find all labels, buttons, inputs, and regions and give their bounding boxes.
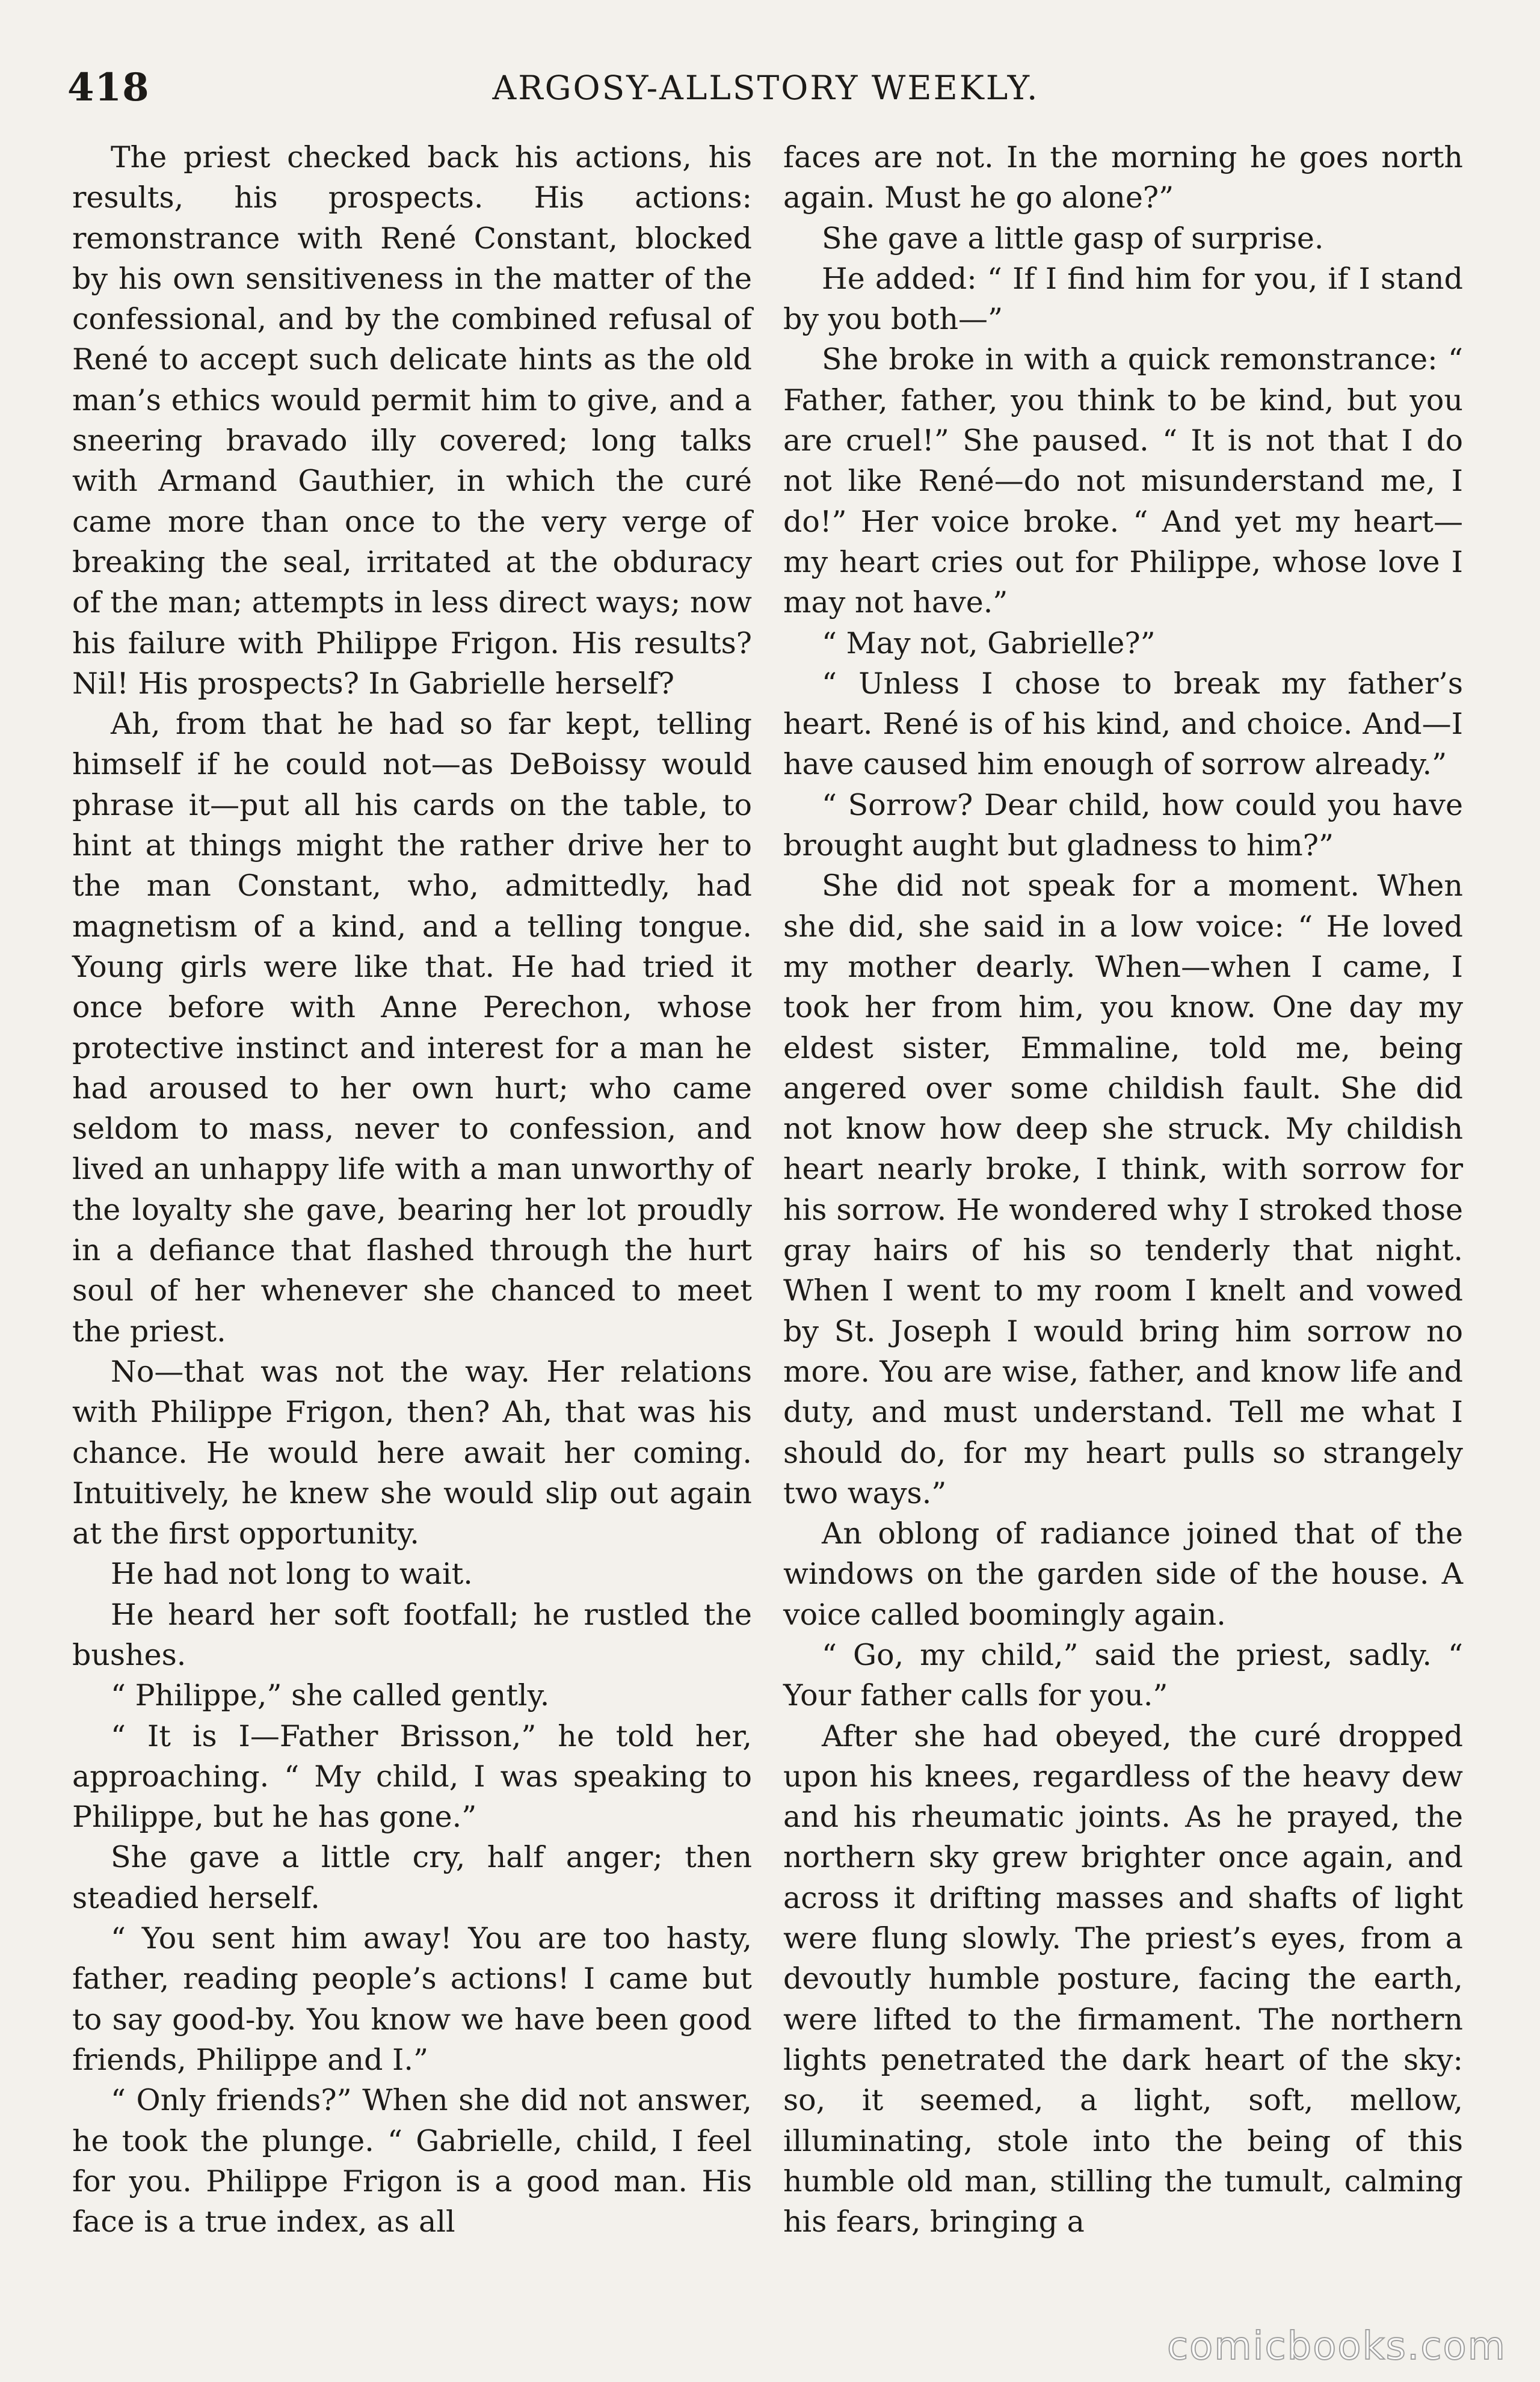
left-column (72, 137, 752, 2242)
paragraph: She gave a little cry, half anger; then steadied herself. (72, 1840, 752, 1915)
paragraph: “ Philippe,” she called gently. (111, 1678, 550, 1713)
paragraph: No—that was not the way. Her relations with Philippe Frigon, then? Ah, that was his chance. He would here await her coming. Intuitively, he knew she would slip out again at the first opportunity. (72, 1354, 752, 1551)
page-number: 418 (67, 65, 150, 110)
paragraph: “ You sent him away! You are too hasty, father, reading people’s actions! I came but to say good-by. You know we have been good friends, Philippe and I.” (72, 1921, 752, 2077)
paragraph: After she had obeyed, the curé dropped upon his knees, regardless of the heavy dew and his rheumatic joints. As he prayed, the northern sky grew brighter once again, and across it drifting masses and shafts of light were flung slowly. The priest’s eyes, from a devoutly humble posture, facing the earth, were lifted to the firmament. The northern lights penetrated the dark heart of the sky: so, it seemed, a light, soft, mellow, illuminating, stole into the being of this humble old man, stilling the tumult, calming his fears, bringing a (783, 1719, 1463, 2239)
right-column (783, 137, 1463, 2242)
magazine-title: ARGOSY-ALLSTORY WEEKLY. (492, 69, 1040, 107)
paragraph: “ Sorrow? Dear child, how could you have brought aught but gladness to him?” (783, 787, 1463, 863)
paragraph: “ Go, my child,” said the priest, sadly. “ Your father calls for you.” (783, 1637, 1463, 1713)
paragraph: Ah, from that he had so far kept, telling himself if he could not—as DeBoissy would phrase it—put all his cards on the table, to hint at things might the rather drive her to the man Constant, who, admittedly, had magnetism of a kind, and a telling tongue. Young girls were like that. He had tried it once before with Anne Perechon, whose protective instinct and interest for a man he had aroused to her own hurt; who came seldom to mass, never to confession, and lived an unhappy life with a man unworthy of the loyalty she gave, bearing her lot proudly in a defiance that flashed through the hurt soul of her whenever she chanced to meet the priest. (72, 707, 752, 1349)
paragraph: “ May not, Gabrielle?” (822, 626, 1156, 660)
paragraph: She did not speak for a moment. When she did, she said in a low voice: “ He loved my mother dearly. When—when I came, I took her from him, you know. One day my eldest sister, Emmaline, told me, being angered over some childish fault. She did not know how deep she struck. My childish heart nearly broke, I think, with sorrow for his sorrow. He wondered why I stroked those gray hairs of his so tenderly that night. When I went to my room I knelt and vowed by St. Joseph I would bring him sorrow no more. You are wise, father, and know life and duty, and must understand. Tell me what I should do, for my heart pulls so strangely two ways.” (783, 869, 1463, 1510)
paragraph: He added: “ If I find him for you, if I stand by you both—” (783, 261, 1463, 337)
paragraph: “ Only friends?” When she did not answer, he took the plunge. “ Gabrielle, child, I feel for you. Philippe Frigon is a good man. His face is a true index, as all (72, 2083, 752, 2239)
watermark: comicbooks.com (1166, 2324, 1506, 2369)
paragraph: She gave a little gasp of surprise. (822, 221, 1324, 256)
paragraph: He had not long to wait. (111, 1557, 473, 1592)
paragraph-continuation: faces are not. In the morning he goes north again. Must he go alone?” (783, 140, 1463, 215)
paragraph: She broke in with a quick remonstrance: “ Father, father, you think to be kind, but you are cruel!” She paused. “ It is not that I do not like René—do not misunderstand me, I do!” Her voice broke. “ And yet my heart—my heart cries out for Philippe, whose love I may not have.” (783, 342, 1463, 620)
paragraph: “ Unless I chose to break my father’s heart. René is of his kind, and choice. And—I have caused him enough of sorrow already.” (783, 666, 1463, 782)
paragraph: He heard her soft footfall; he rustled the bushes. (72, 1597, 752, 1672)
paragraph: The priest checked back his actions, his results, his prospects. His actions: remonstrance with René Constant, blocked by his own sensitiveness in the matter of the confessional, and by the combined refusal of René to accept such delicate hints as the old man’s ethics would permit him to give, and a sneering bravado illy covered; long talks with Armand Gauthier, in which the curé came more than once to the very verge of breaking the seal, irritated at the obduracy of the man; attempts in less direct ways; now his failure with Philippe Frigon. His results? Nil! His prospects? In Gabrielle herself? (72, 140, 752, 701)
page-header (67, 65, 1464, 119)
paragraph: “ It is I—Father Brisson,” he told her, approaching. “ My child, I was speaking to Philippe, but he has gone.” (72, 1719, 752, 1835)
paragraph: An oblong of radiance joined that of the windows on the garden side of the house. A voice called boomingly again. (783, 1516, 1463, 1632)
